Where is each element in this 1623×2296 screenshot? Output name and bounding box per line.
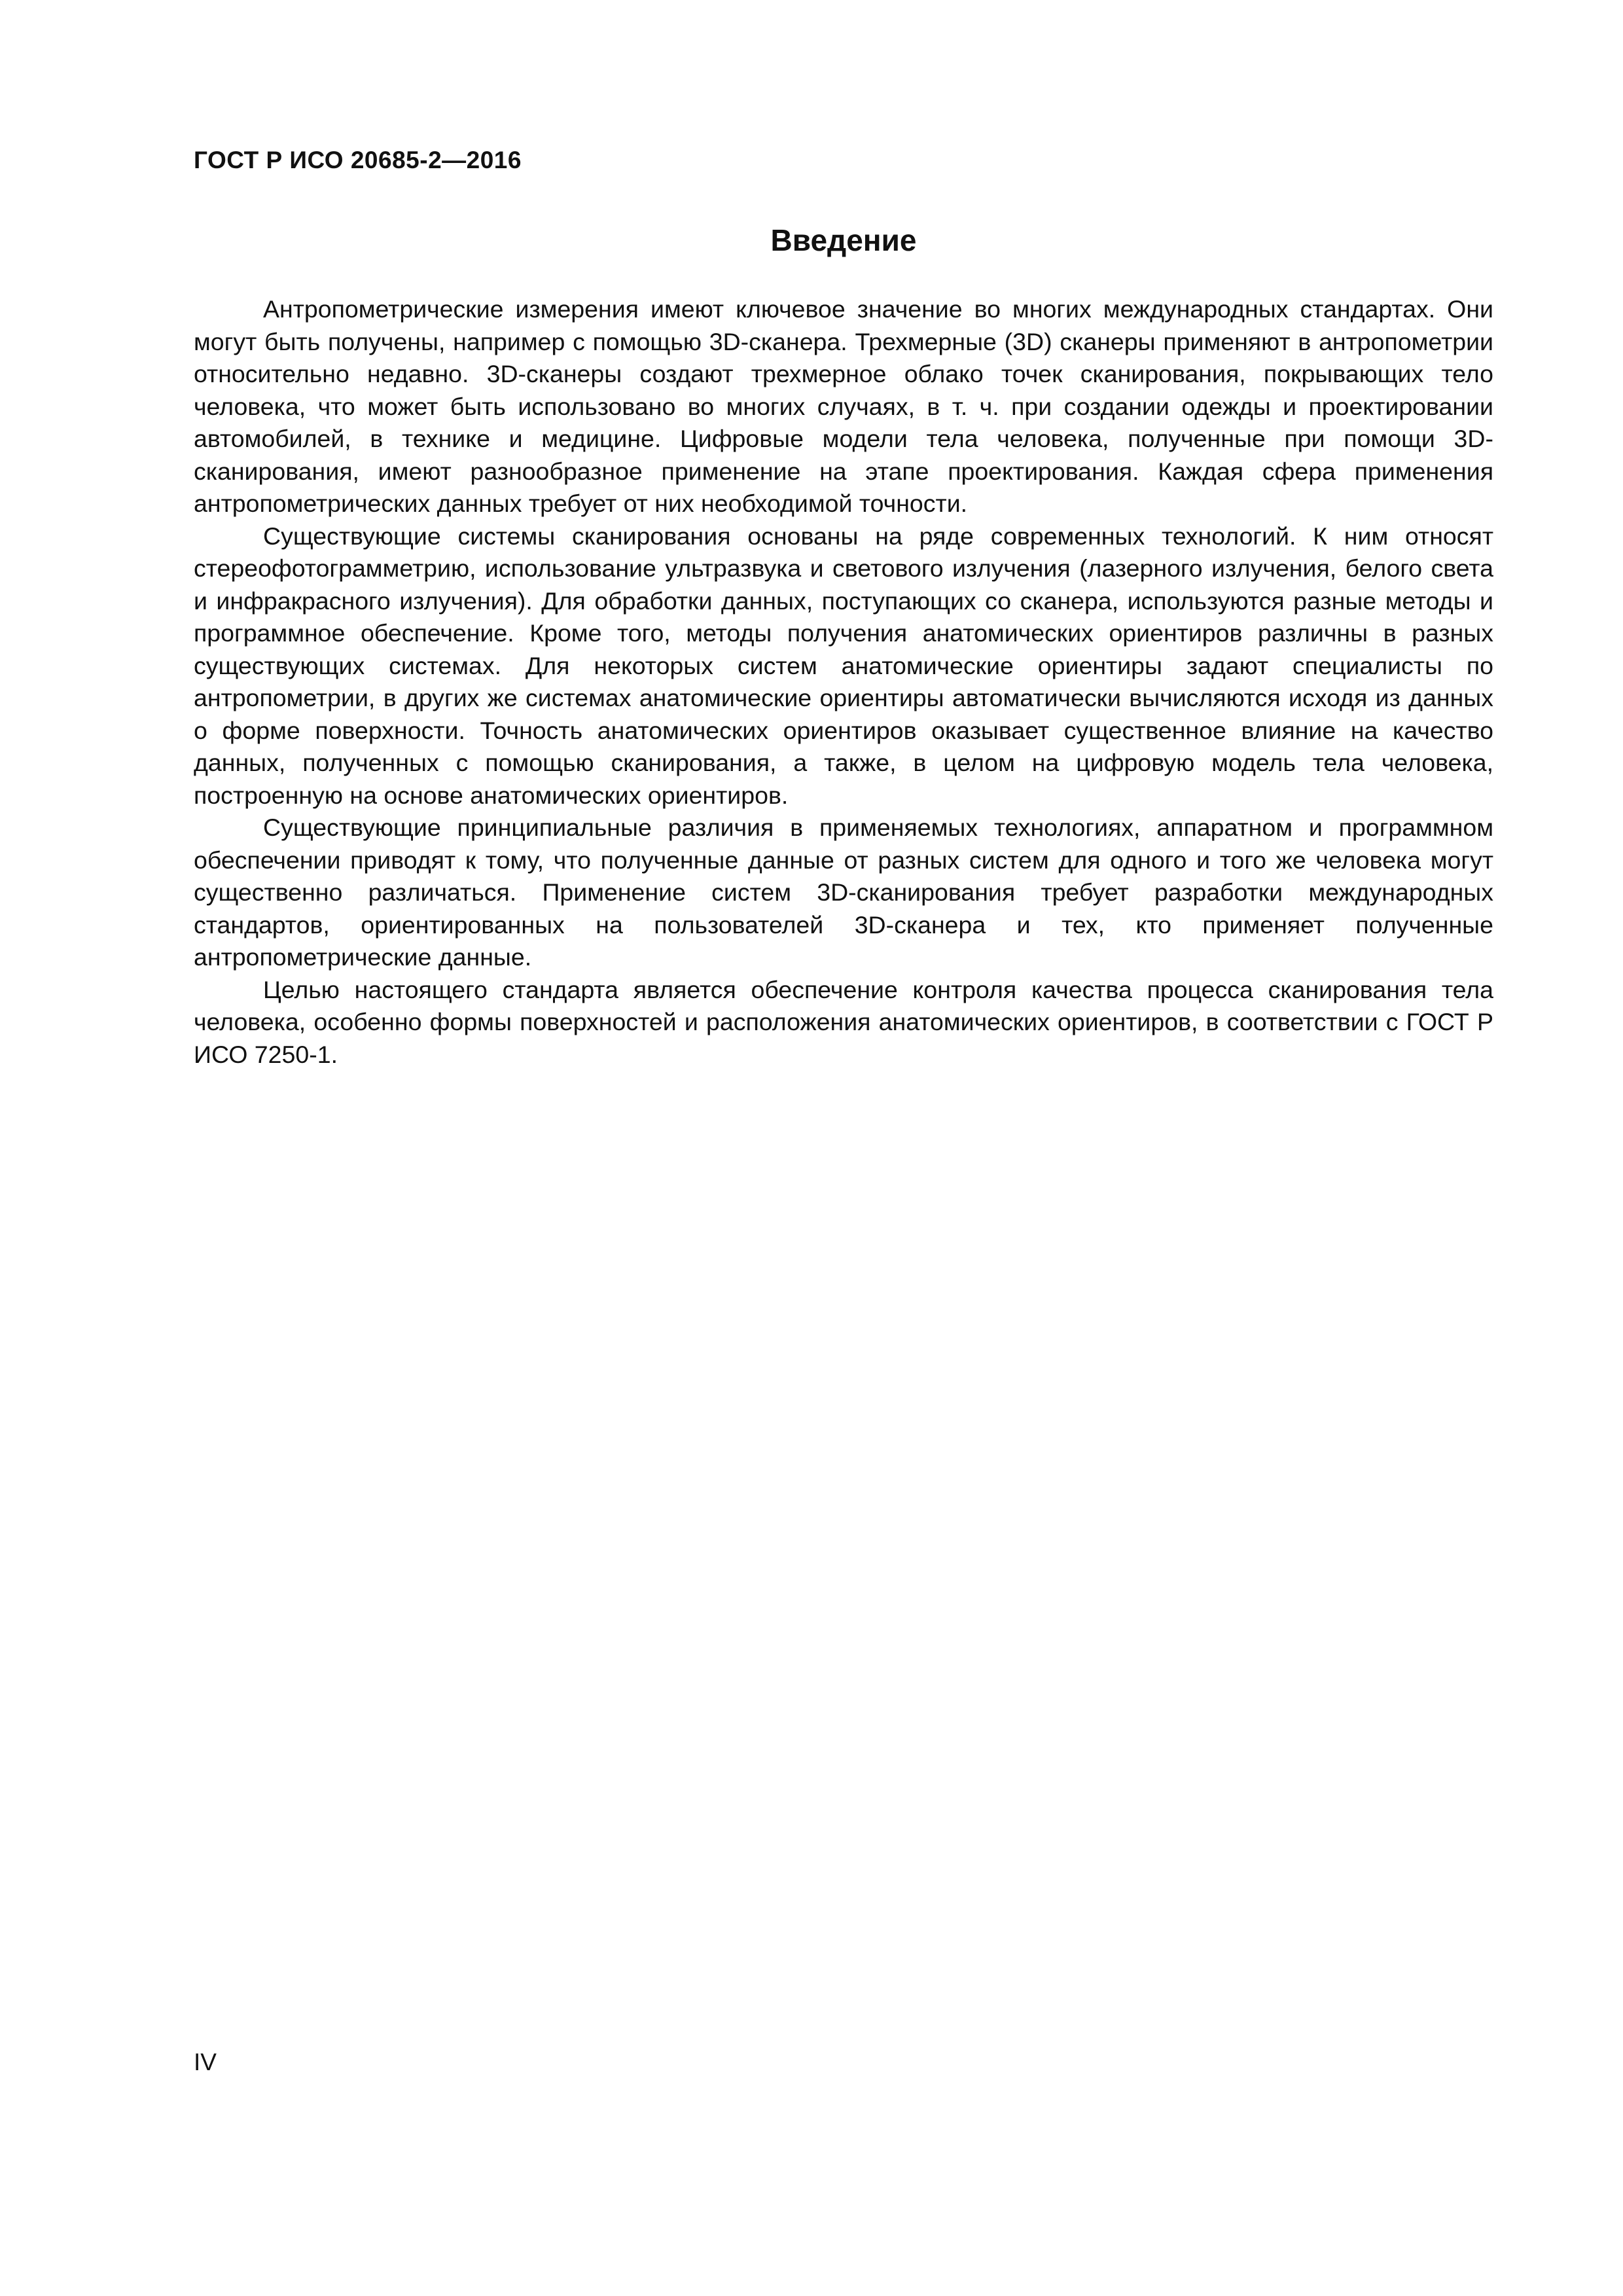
paragraph-4: Целью настоящего стандарта является обеспечение контроля качества процесса сканирования тела человека, особенно формы поверхностей и расположения анатомических ориентиров, в соответствии с ГОСТ Р ИСО 7250-1. [194, 975, 1493, 1068]
document-code: ГОСТ Р ИСО 20685-2—2016 [194, 147, 522, 173]
paragraph-3: Существующие принципиальные различия в применяемых технологиях, аппаратном и программном обеспечении приводят к тому, что полученные данные от разных систем для одного и того же человека могут существенно различаться. Применение систем 3D-сканирования требует разработки международных стандартов, ориентированных на пользователей 3D-сканера и тех, кто применяет полученные антропометрические данные. [194, 814, 1493, 971]
body-text [194, 293, 1493, 1071]
section-title: Введение [770, 223, 917, 257]
paragraph-1: Антропометрические измерения имеют ключевое значение во многих международных стандартах. Они могут быть получены, например с помощью 3D-сканера. Трехмерные (3D) сканеры применяют в антропометрии относительно недавно. 3D-сканеры создают трехмерное облако точек сканирования, покрывающих тело человека, что может быть использовано во многих случаях, в т. ч. при создании одежды и проектировании автомобилей, в технике и медицине. Цифровые модели тела человека, полученные при помощи 3D-сканирования, имеют разнообразное применение на этапе проектирования. Каждая сфера применения антропометрических данных требует от них необходимой точности. [194, 295, 1493, 517]
page-number: IV [194, 2049, 217, 2075]
paragraph-2: Существующие системы сканирования основаны на ряде современных технологий. К ним относят стереофотограмметрию, использование ультразвука и светового излучения (лазерного излучения, белого света и инфракрасного излучения). Для обработки данных, поступающих со сканера, используются разные методы и программное обеспечение. Кроме того, методы получения анатомических ориентиров различны в разных существующих системах. Для некоторых систем анатомические ориентиры задают специалисты по антропометрии, в других же системах анатомические ориентиры автоматически вычисляются исходя из данных о форме поверхности. Точность анатомических ориентиров оказывает существенное влияние на качество данных, полученных с помощью сканирования, а также, в целом на цифровую модель тела человека, построенную на основе анатомических ориентиров. [194, 522, 1493, 809]
